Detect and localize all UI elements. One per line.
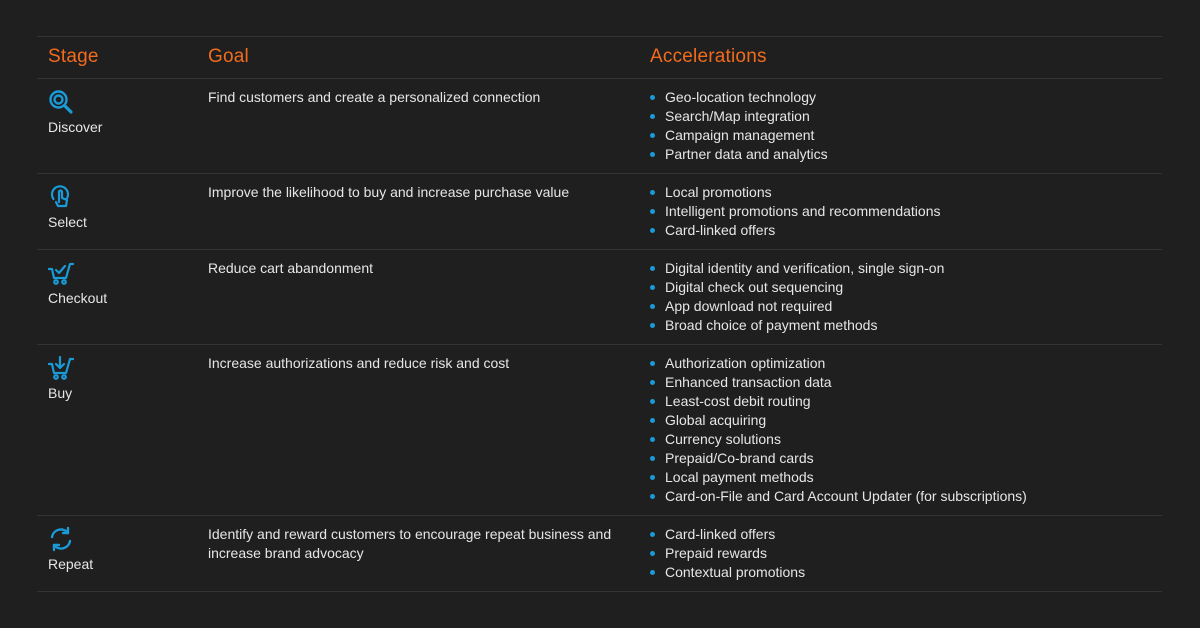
- list-item: Local payment methods: [649, 468, 1027, 487]
- list-item: Prepaid rewards: [649, 544, 805, 563]
- refresh-icon: [48, 526, 74, 552]
- list-item: Currency solutions: [649, 430, 1027, 449]
- stages-table: [37, 36, 1162, 592]
- list-item: Card-linked offers: [649, 221, 941, 240]
- list-item: Authorization optimization: [649, 354, 1027, 373]
- header-goal: Goal: [208, 46, 249, 67]
- accelerations-list: [649, 183, 941, 240]
- goal-text: Find customers and create a personalized connection: [208, 89, 541, 105]
- table-header: [37, 37, 1162, 79]
- goal-text: Identify and reward customers to encourage repeat business and increase brand advocacy: [208, 526, 612, 561]
- stage-cell: [48, 184, 188, 230]
- list-item: Broad choice of payment methods: [649, 316, 944, 335]
- cart-check-icon: [48, 260, 74, 286]
- table-row-repeat: [37, 516, 1162, 592]
- goal-text: Reduce cart abandonment: [208, 260, 373, 276]
- table-row-buy: [37, 345, 1162, 516]
- accelerations-list: [649, 259, 944, 335]
- accelerations-list: [649, 354, 1027, 506]
- list-item: Search/Map integration: [649, 107, 828, 126]
- stage-cell: [48, 260, 188, 306]
- list-item: App download not required: [649, 297, 944, 316]
- accelerations-list: [649, 525, 805, 582]
- list-item: Enhanced transaction data: [649, 373, 1027, 392]
- list-item: Digital identity and verification, single sign-on: [649, 259, 944, 278]
- stage-label: Buy: [48, 385, 73, 401]
- list-item: Campaign management: [649, 126, 828, 145]
- stage-cell: [48, 355, 188, 401]
- header-stage: Stage: [48, 46, 99, 67]
- list-item: Partner data and analytics: [649, 145, 828, 164]
- header-accelerations: Accelerations: [650, 46, 767, 67]
- pointer-hand-icon: [48, 184, 74, 210]
- table-row-select: [37, 174, 1162, 250]
- stage-label: Discover: [48, 119, 103, 135]
- list-item: Geo-location technology: [649, 88, 828, 107]
- list-item: Digital check out sequencing: [649, 278, 944, 297]
- cart-download-icon: [48, 355, 74, 381]
- list-item: Prepaid/Co-brand cards: [649, 449, 1027, 468]
- table-row-checkout: [37, 250, 1162, 345]
- stage-label: Repeat: [48, 556, 94, 572]
- accelerations-list: [649, 88, 828, 164]
- list-item: Global acquiring: [649, 411, 1027, 430]
- stage-label: Checkout: [48, 290, 108, 306]
- goal-text: Improve the likelihood to buy and increase purchase value: [208, 184, 570, 200]
- list-item: Contextual promotions: [649, 563, 805, 582]
- stage-label: Select: [48, 214, 87, 230]
- magnifier-icon: [48, 89, 74, 115]
- goal-text: Increase authorizations and reduce risk and cost: [208, 355, 510, 371]
- list-item: Card-linked offers: [649, 525, 805, 544]
- list-item: Least-cost debit routing: [649, 392, 1027, 411]
- table-row-discover: [37, 79, 1162, 174]
- list-item: Local promotions: [649, 183, 941, 202]
- list-item: Card-on-File and Card Account Updater (for subscriptions): [649, 487, 1027, 506]
- stage-cell: [48, 526, 188, 572]
- list-item: Intelligent promotions and recommendations: [649, 202, 941, 221]
- stage-cell: [48, 89, 188, 135]
